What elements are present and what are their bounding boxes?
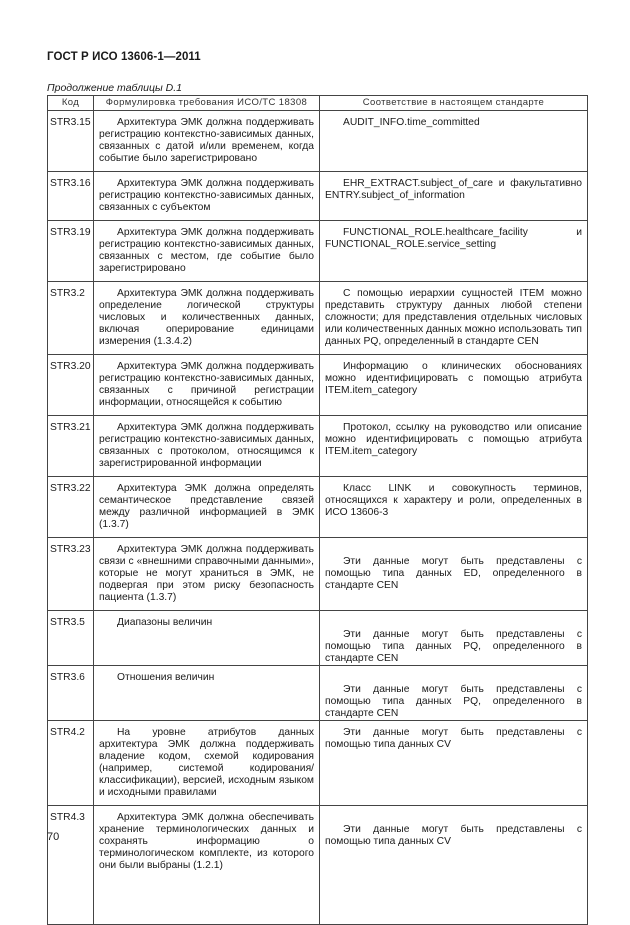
row-conformance: Эти данные могут быть представлены с помощью типа данных CV — [320, 721, 588, 806]
row-requirement: Диапазоны величин — [94, 611, 320, 666]
table-row — [48, 355, 588, 416]
table-row — [48, 416, 588, 477]
row-conformance: Информацию о клинических обоснованиях можно идентифицировать с помощью атрибута ITEM.item_category — [320, 355, 588, 416]
page-number: 70 — [47, 831, 60, 843]
table-row — [48, 666, 588, 721]
row-code: STR3.15 — [48, 111, 94, 172]
row-conformance: Эти данные могут быть представлены с помощью типа данных ED, определенного в стандарте CEN — [320, 538, 588, 611]
row-requirement: На уровне атрибутов данных архитектура ЭМК должна поддерживать владение кодом, схемой кодирования (например, системой кодирования/классификации), версией, исходным языком и исходными правилами — [94, 721, 320, 806]
table-row — [48, 221, 588, 282]
row-conformance: EHR_EXTRACT.subject_of_care и факультативно ENTRY.subject_of_information — [320, 172, 588, 221]
row-code: STR3.16 — [48, 172, 94, 221]
row-conformance: FUNCTIONAL_ROLE.healthcare_facility и FUNCTIONAL_ROLE.service_setting — [320, 221, 588, 282]
row-conformance: С помощью иерархии сущностей ITEM можно представить структуру данных любой степени сложности; для представления отдельных числовых или количественных данных можно использовать тип данных PQ, определенный в стандарте CEN — [320, 282, 588, 355]
column-header-code: Код — [48, 96, 94, 111]
row-requirement: Архитектура ЭМК должна поддерживать регистрацию контекстно-зависимых данных, связанных с причиной регистрации информации, относящейся к событию — [94, 355, 320, 416]
row-requirement: Архитектура ЭМК должна поддерживать определение логической структуры числовых и количественных данных, включая оперирование единицами измерения (1.3.4.2) — [94, 282, 320, 355]
row-code: STR3.23 — [48, 538, 94, 611]
row-requirement: Архитектура ЭМК должна обеспечивать хранение терминологических данных и сохранять информацию о терминологическом комплекте, из которого они были выбраны (1.2.1) — [94, 806, 320, 925]
document-header: ГОСТ Р ИСО 13606-1—2011 — [47, 51, 201, 63]
row-requirement: Архитектура ЭМК должна поддерживать регистрацию контекстно-зависимых данных, связанных с местом, где событие было зарегистрировано — [94, 221, 320, 282]
table-row — [48, 282, 588, 355]
row-conformance: Класс LINK и совокупность терминов, относящихся к характеру и роли, определенных в ИСО 13606-3 — [320, 477, 588, 538]
row-requirement: Архитектура ЭМК должна поддерживать регистрацию контекстно-зависимых данных, связанных с датой и/или временем, когда событие было зарегистрировано — [94, 111, 320, 172]
requirements-table — [47, 95, 588, 925]
row-code: STR3.6 — [48, 666, 94, 721]
row-code: STR4.2 — [48, 721, 94, 806]
row-code: STR3.21 — [48, 416, 94, 477]
row-code: STR3.22 — [48, 477, 94, 538]
row-requirement: Архитектура ЭМК должна поддерживать связи с «внешними справочными данными», которые не могут храниться в ЭМК, не подвергая при этом риску безопасность пациента (1.3.7) — [94, 538, 320, 611]
row-conformance: Эти данные могут быть представлены с помощью типа данных PQ, определенного в стандарте CEN — [320, 611, 588, 666]
table-row — [48, 477, 588, 538]
row-conformance: Эти данные могут быть представлены с помощью типа данных CV — [320, 806, 588, 925]
row-requirement: Отношения величин — [94, 666, 320, 721]
row-conformance: AUDIT_INFO.time_committed — [320, 111, 588, 172]
table-row — [48, 111, 588, 172]
table-row — [48, 721, 588, 806]
column-header-requirement: Формулировка требования ИСО/ТС 18308 — [94, 96, 320, 111]
table-row — [48, 538, 588, 611]
row-code: STR3.2 — [48, 282, 94, 355]
column-header-conformance: Соответствие в настоящем стандарте — [320, 96, 588, 111]
row-code: STR4.3 — [48, 806, 94, 925]
table-row — [48, 806, 588, 925]
row-requirement: Архитектура ЭМК должна поддерживать регистрацию контекстно-зависимых данных, связанных с протоколом, относящимся к зарегистрированной информации — [94, 416, 320, 477]
row-conformance: Протокол, ссылку на руководство или описание можно идентифицировать с помощью атрибута ITEM.item_category — [320, 416, 588, 477]
table-header-row — [48, 96, 588, 111]
row-requirement: Архитектура ЭМК должна определять семантическое представление связей между различной информацией в ЭМК (1.3.7) — [94, 477, 320, 538]
table-caption: Продолжение таблицы D.1 — [47, 82, 182, 94]
row-conformance: Эти данные могут быть представлены с помощью типа данных PQ, определенного в стандарте CEN — [320, 666, 588, 721]
row-code: STR3.5 — [48, 611, 94, 666]
row-code: STR3.19 — [48, 221, 94, 282]
table-row — [48, 172, 588, 221]
row-code: STR3.20 — [48, 355, 94, 416]
table-row — [48, 611, 588, 666]
row-requirement: Архитектура ЭМК должна поддерживать регистрацию контекстно-зависимых данных, связанных с субъектом — [94, 172, 320, 221]
